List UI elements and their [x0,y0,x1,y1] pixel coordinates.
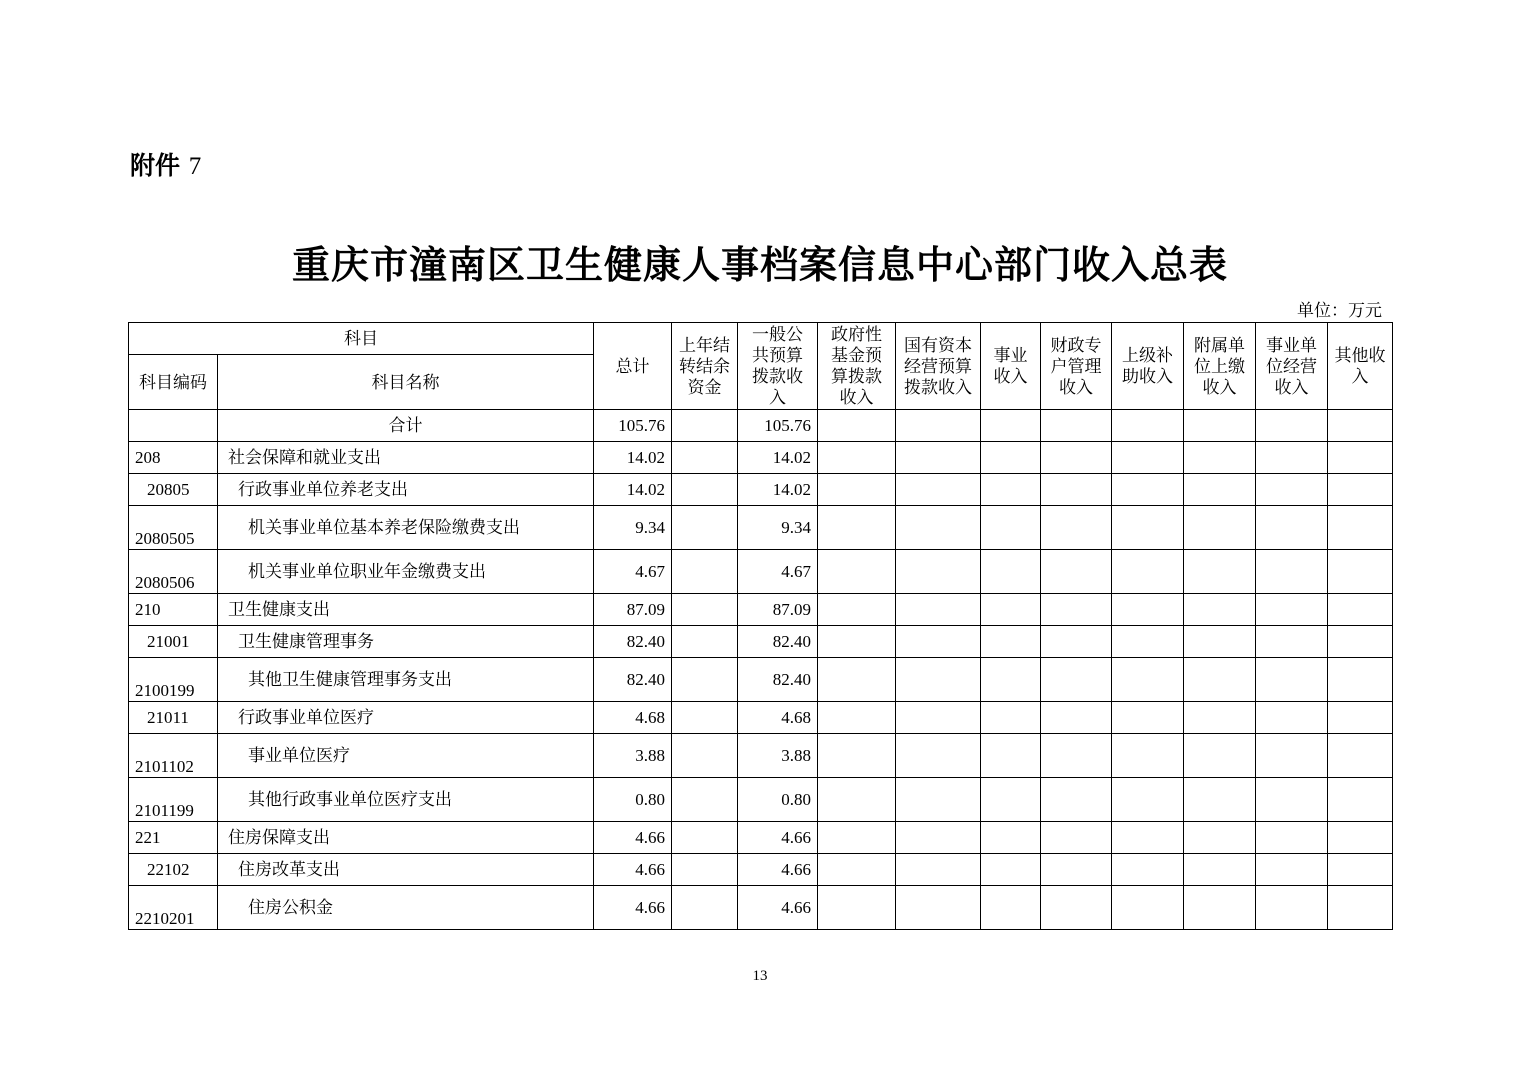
table-row [129,474,1393,506]
row-special-account [1041,734,1112,778]
page-title: 重庆市潼南区卫生健康人事档案信息中心部门收入总表 [291,243,1228,287]
row-superior-subsidy [1112,442,1184,474]
row-operating [1256,626,1328,658]
row-state-capital [896,778,981,822]
row-other [1328,658,1393,702]
row-affiliated [1184,734,1256,778]
row-other [1328,442,1393,474]
row-business-income [981,702,1041,734]
row-operating [1256,594,1328,626]
row-carryover [672,550,738,594]
row-general-budget: 3.88 [738,734,818,778]
row-gov-fund [818,550,896,594]
row-code: 2100199 [129,658,218,702]
row-general-budget: 82.40 [738,658,818,702]
table-row [129,734,1393,778]
row-affiliated [1184,594,1256,626]
header-code: 科目编码 [129,355,218,410]
row-state-capital [896,886,981,930]
row-total: 4.66 [594,822,672,854]
row-gov-fund [818,594,896,626]
row-total: 87.09 [594,594,672,626]
row-gov-fund [818,734,896,778]
row-general-budget: 82.40 [738,626,818,658]
unit-label: 单位：万元 [1297,301,1382,320]
attachment-text: 附件 [130,151,181,180]
row-total: 4.66 [594,854,672,886]
row-gov-fund [818,886,896,930]
row-code: 2101199 [129,778,218,822]
row-state-capital [896,594,981,626]
row-state-capital [896,442,981,474]
table-row [129,822,1393,854]
row-business-income [981,550,1041,594]
row-operating [1256,702,1328,734]
row-other [1328,594,1393,626]
row-carryover [672,734,738,778]
row-gov-fund [818,474,896,506]
row-total: 9.34 [594,506,672,550]
row-other [1328,822,1393,854]
row-gov-fund [818,702,896,734]
table-row [129,594,1393,626]
row-affiliated [1184,658,1256,702]
row-code: 2101102 [129,734,218,778]
header-total: 总计 [594,323,672,410]
row-name: 行政事业单位医疗 [218,702,594,734]
table-row [129,854,1393,886]
row-state-capital [896,658,981,702]
row-gov-fund [818,822,896,854]
row-business-income [981,442,1041,474]
row-superior-subsidy [1112,778,1184,822]
row-superior-subsidy [1112,702,1184,734]
table-row [129,626,1393,658]
row-total: 14.02 [594,474,672,506]
row-affiliated [1184,702,1256,734]
total-general-budget: 105.76 [738,410,818,442]
row-name: 住房改革支出 [218,854,594,886]
row-name: 社会保障和就业支出 [218,442,594,474]
row-state-capital [896,822,981,854]
row-total: 0.80 [594,778,672,822]
row-total: 4.68 [594,702,672,734]
row-general-budget: 0.80 [738,778,818,822]
row-code: 208 [129,442,218,474]
row-other [1328,506,1393,550]
row-code: 210 [129,594,218,626]
header-state-capital: 国有资本经营预算拨款收入 [896,323,981,410]
row-state-capital [896,734,981,778]
row-general-budget: 9.34 [738,506,818,550]
row-business-income [981,886,1041,930]
total-row [129,410,1393,442]
row-name: 机关事业单位职业年金缴费支出 [218,550,594,594]
row-general-budget: 4.66 [738,822,818,854]
table-row [129,506,1393,550]
header-operating: 事业单位经营收入 [1256,323,1328,410]
row-business-income [981,474,1041,506]
row-affiliated [1184,854,1256,886]
row-operating [1256,778,1328,822]
row-business-income [981,506,1041,550]
row-name: 其他卫生健康管理事务支出 [218,658,594,702]
row-special-account [1041,702,1112,734]
row-business-income [981,822,1041,854]
row-operating [1256,550,1328,594]
row-operating [1256,854,1328,886]
row-gov-fund [818,778,896,822]
attachment-label [130,146,201,182]
row-general-budget: 4.68 [738,702,818,734]
row-general-budget: 14.02 [738,442,818,474]
row-state-capital [896,626,981,658]
header-other: 其他收入 [1328,323,1393,410]
row-superior-subsidy [1112,658,1184,702]
row-affiliated [1184,506,1256,550]
row-carryover [672,854,738,886]
row-affiliated [1184,474,1256,506]
row-gov-fund [818,442,896,474]
row-operating [1256,474,1328,506]
row-affiliated [1184,886,1256,930]
row-name: 其他行政事业单位医疗支出 [218,778,594,822]
table-row [129,658,1393,702]
table-row [129,550,1393,594]
row-gov-fund [818,658,896,702]
row-special-account [1041,594,1112,626]
row-business-income [981,658,1041,702]
row-superior-subsidy [1112,474,1184,506]
row-special-account [1041,550,1112,594]
row-carryover [672,886,738,930]
row-special-account [1041,474,1112,506]
row-carryover [672,506,738,550]
row-operating [1256,822,1328,854]
page-number: 13 [752,968,768,984]
row-business-income [981,626,1041,658]
row-gov-fund [818,506,896,550]
header-row-1 [129,323,1393,355]
row-other [1328,778,1393,822]
row-code: 2210201 [129,886,218,930]
row-affiliated [1184,822,1256,854]
table-row [129,702,1393,734]
header-superior-subsidy: 上级补助收入 [1112,323,1184,410]
row-carryover [672,822,738,854]
row-special-account [1041,886,1112,930]
row-name: 事业单位医疗 [218,734,594,778]
row-name: 卫生健康支出 [218,594,594,626]
row-general-budget: 87.09 [738,594,818,626]
row-state-capital [896,702,981,734]
row-carryover [672,778,738,822]
row-operating [1256,658,1328,702]
row-state-capital [896,474,981,506]
row-total: 4.67 [594,550,672,594]
row-name: 住房公积金 [218,886,594,930]
row-superior-subsidy [1112,886,1184,930]
header-special-account: 财政专户管理收入 [1041,323,1112,410]
row-operating [1256,442,1328,474]
row-carryover [672,474,738,506]
row-business-income [981,778,1041,822]
row-total: 14.02 [594,442,672,474]
row-total: 4.66 [594,886,672,930]
row-code: 21011 [129,702,218,734]
row-name: 住房保障支出 [218,822,594,854]
total-label: 合计 [218,410,594,442]
row-code: 2080506 [129,550,218,594]
row-special-account [1041,822,1112,854]
row-special-account [1041,442,1112,474]
row-superior-subsidy [1112,550,1184,594]
row-operating [1256,886,1328,930]
row-other [1328,734,1393,778]
row-superior-subsidy [1112,822,1184,854]
row-business-income [981,594,1041,626]
row-other [1328,550,1393,594]
header-affiliated: 附属单位上缴收入 [1184,323,1256,410]
row-special-account [1041,626,1112,658]
row-special-account [1041,778,1112,822]
row-carryover [672,658,738,702]
row-affiliated [1184,550,1256,594]
header-gov-fund: 政府性基金预算拨款收入 [818,323,896,410]
row-other [1328,626,1393,658]
row-general-budget: 14.02 [738,474,818,506]
row-superior-subsidy [1112,506,1184,550]
header-carryover: 上年结转结余资金 [672,323,738,410]
row-state-capital [896,854,981,886]
row-business-income [981,854,1041,886]
row-code: 221 [129,822,218,854]
row-code: 21001 [129,626,218,658]
header-business-income: 事业收入 [981,323,1041,410]
row-total: 82.40 [594,658,672,702]
row-superior-subsidy [1112,594,1184,626]
row-state-capital [896,506,981,550]
row-special-account [1041,854,1112,886]
table-row [129,778,1393,822]
income-summary-table [128,322,1393,930]
row-general-budget: 4.67 [738,550,818,594]
table-row [129,886,1393,930]
row-operating [1256,734,1328,778]
table-row [129,442,1393,474]
row-name: 行政事业单位养老支出 [218,474,594,506]
row-affiliated [1184,442,1256,474]
row-business-income [981,734,1041,778]
row-code: 22102 [129,854,218,886]
header-subject-group: 科目 [129,323,594,355]
row-code: 2080505 [129,506,218,550]
row-carryover [672,626,738,658]
row-carryover [672,594,738,626]
row-other [1328,886,1393,930]
row-affiliated [1184,778,1256,822]
row-special-account [1041,658,1112,702]
table-body [129,442,1393,930]
row-general-budget: 4.66 [738,886,818,930]
header-general-budget: 一般公共预算拨款收入 [738,323,818,410]
row-other [1328,474,1393,506]
total-value: 105.76 [594,410,672,442]
row-affiliated [1184,626,1256,658]
row-name: 卫生健康管理事务 [218,626,594,658]
header-name: 科目名称 [218,355,594,410]
row-superior-subsidy [1112,734,1184,778]
row-gov-fund [818,854,896,886]
row-carryover [672,442,738,474]
row-code: 20805 [129,474,218,506]
row-carryover [672,702,738,734]
row-name: 机关事业单位基本养老保险缴费支出 [218,506,594,550]
row-total: 3.88 [594,734,672,778]
row-operating [1256,506,1328,550]
row-other [1328,702,1393,734]
row-total: 82.40 [594,626,672,658]
row-gov-fund [818,626,896,658]
row-state-capital [896,550,981,594]
attachment-number: 7 [188,153,202,180]
row-other [1328,854,1393,886]
row-special-account [1041,506,1112,550]
row-superior-subsidy [1112,626,1184,658]
row-general-budget: 4.66 [738,854,818,886]
row-superior-subsidy [1112,854,1184,886]
